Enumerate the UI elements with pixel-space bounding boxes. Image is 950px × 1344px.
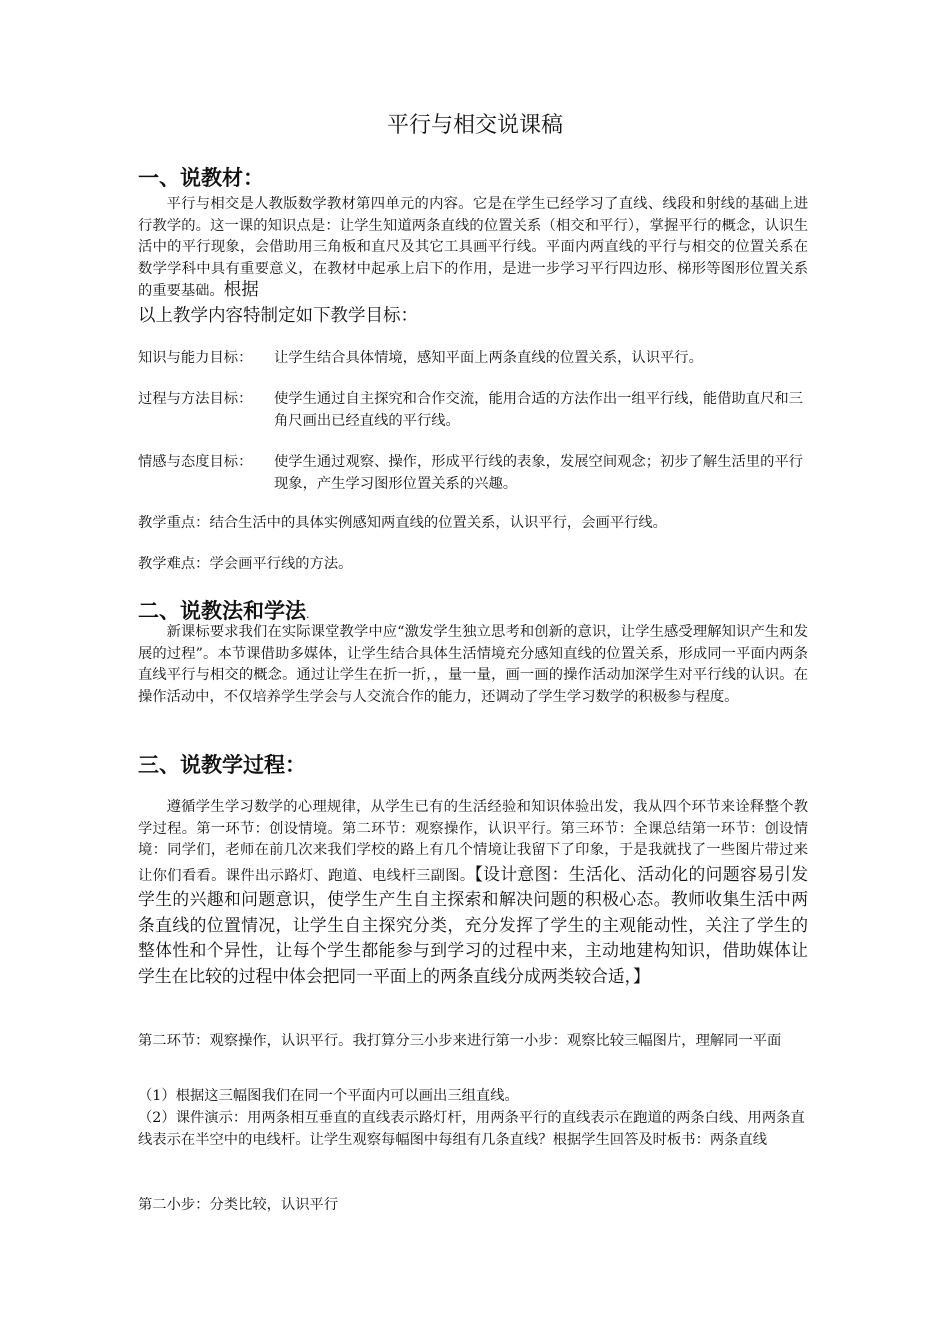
goal-text: 使学生通过自主探究和合作交流，能用合适的方法作出一组平行线，能借助直尺和三角尺画出已经直线的平行线。: [274, 391, 803, 429]
section-1-heading: 一、说教材：: [138, 166, 264, 190]
section-2-paragraph: 新课标要求我们在实际课堂教学中应“激发学生独立思考和创新的意识，让学生感受理解知识产生和发展的过程”。本节课借助多媒体，让学生结合具体生活情境充分感知直线的位置关系，形成同一平面内两条直线平行与相交的概念。通过让学生在折一折，，量一量，画一画的操作活动加深学生对平行线的认识。在操作活动中，不仅培养学生学会与人交流合作的能力，还调动了学生学习数学的积极参与程度。: [138, 624, 808, 705]
teaching-difficulty: 教学难点：学会画平行线的方法。: [138, 556, 353, 572]
section-1-paragraph: [138, 194, 808, 303]
teaching-key-point: 教学重点：结合生活中的具体实例感知两直线的位置关系，认识平行，会画平行线。: [138, 515, 667, 531]
section-2-heading-mark: .: [306, 608, 310, 621]
goal-label: 知识与能力目标：: [138, 350, 253, 366]
goal-text: 使学生通过观察、操作，形成平行线的表象，发展空间观念；初步了解生活里的平行现象，产生学习图形位置关系的兴趣。: [274, 454, 803, 492]
section-3-paragraph: [138, 797, 808, 989]
list-item-2: （2）课件演示：用两条相互垂直的直线表示路灯杆，用两条平行的直线表示在跑道的两条白线、用两条直线表示在半空中的电线杆。让学生观察每幅图中每组有几条直线？根据学生回答及时板书：两条直线: [138, 1110, 805, 1148]
goal-label: 过程与方法目标：: [138, 391, 253, 407]
step-2-intro: 第二环节：观察操作，认识平行。我打算分三小步来进行第一小步：观察比较三幅图片，理解同一平面: [138, 1033, 782, 1049]
page-title: 平行与相交说课稿: [386, 113, 563, 138]
section-1-text-tail: 根据: [223, 280, 259, 300]
step-2-substep: 第二小步：分类比较，认识平行: [138, 1197, 339, 1213]
section-1-goal-intro: 以上教学内容特制定如下教学目标：: [138, 306, 418, 326]
goal-label: 情感与态度目标：: [138, 454, 253, 470]
section-2-heading-text: 二、说教法和学法: [138, 599, 306, 623]
goal-text: 让学生结合具体情境，感知平面上两条直线的位置关系，认识平行。: [274, 350, 703, 366]
list-item-1: （1）根据这三幅图我们在同一个平面内可以画出三组直线。: [138, 1088, 519, 1104]
section-3-heading: 三、说教学过程：: [138, 753, 306, 777]
section-3-design-intent: 【设计意图：生活化、活动化的问题容易引发学生的兴趣和问题意识，使学生产生自主探索和解决问题的积极心态。教师收集生活中两条直线的位置情况，让学生自主探究分类，充分发挥了学生的主观能动性，关注了学生的整体性和个异性，让每个学生都能参与到学习的过程中来，主动地建构知识，借助媒体让学生在比较的过程中体会把同一平面上的两条直线分成两类较合适，】: [138, 863, 809, 986]
section-1-text: 平行与相交是人教版数学教材第四单元的内容。它是在学生已经学习了直线、线段和射线的基础上进行教学的。这一课的知识点是：让学生知道两条直线的位置关系（相交和平行），掌握平行的概念，认识生活中的平行现象，会借助用三角板和直尺及其它工具画平行线。平面内两直线的平行与相交的位置关系在数学学科中具有重要意义，在教材中起承上启下的作用，是进一步学习平行四边形、梯形等图形位置关系的重要基础。: [138, 196, 808, 299]
section-3-text: 遵循学生学习数学的心理规律，从学生已有的生活经验和知识体验出发，我从四个环节来诠释整个教学过程。第一环节：创设情境。第二环节：观察操作，认识平行。第三环节：全课总结第一环节：创设情境：同学们，老师在前几次来我们学校的路上有几个情境让我留下了印象，于是我就找了一些图片带过来让你们看看。课件出示路灯、跑道、电线杆三副图。: [138, 799, 808, 884]
section-2-heading: [138, 595, 310, 625]
